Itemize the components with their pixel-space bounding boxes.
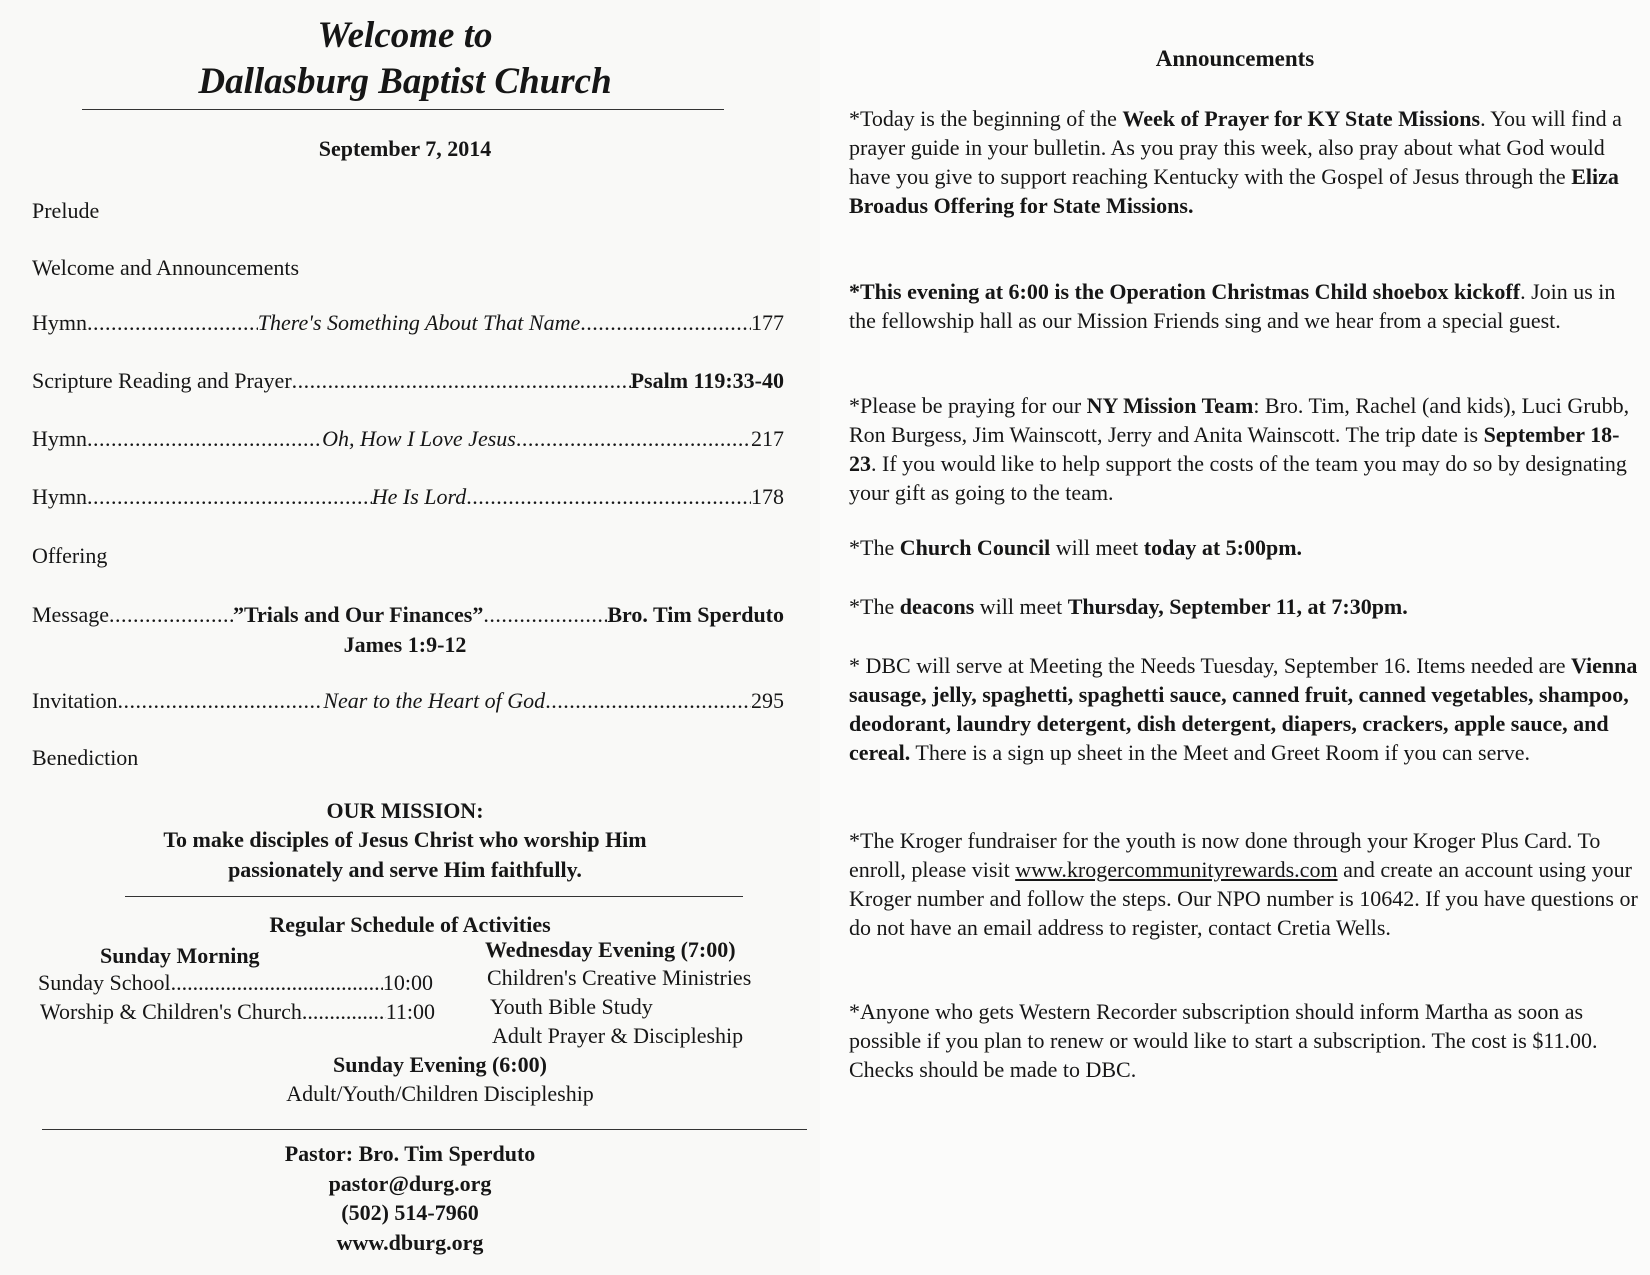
announcement-western-recorder — [849, 997, 1639, 1084]
text: *Anyone who gets Western Recorder subscription should inform Martha as soon as possible if you plan to renew or would like to start a subscription. The cost is $11.00. Checks should be made to DBC. — [849, 999, 1598, 1082]
bold-text: deacons — [899, 594, 975, 619]
kroger-link[interactable]: www.krogercommunityrewards.com — [1015, 857, 1338, 882]
text: *The — [849, 594, 900, 619]
wednesday-heading: Wednesday Evening (7:00) — [485, 937, 736, 962]
leader-dots — [483, 602, 607, 628]
schedule-item-time: 11:00 — [385, 999, 435, 1024]
welcome-title-line1: Welcome to — [317, 15, 493, 56]
text: * DBC will serve at Meeting the Needs Tuesday, September 16. Items needed are — [849, 653, 1571, 678]
leader-dots — [292, 368, 631, 394]
message-scripture: James 1:9-12 — [343, 632, 467, 657]
schedule-row-worship — [40, 999, 435, 1025]
invitation-label: Invitation — [32, 688, 118, 713]
pastor-name: Pastor: Bro. Tim Sperduto — [284, 1141, 536, 1166]
left-page — [0, 0, 820, 1275]
right-page — [820, 0, 1650, 1275]
invitation-number: 295 — [751, 688, 784, 713]
text: . If you would like to help support the costs of the team you may do so by designating your gift as going to the team. — [849, 451, 1627, 505]
hymn-3-number: 178 — [751, 484, 784, 509]
sunday-morning-heading: Sunday Morning — [100, 943, 260, 968]
order-hymn-1 — [32, 310, 784, 336]
contact-divider — [42, 1129, 807, 1130]
leader-dots — [302, 999, 386, 1025]
church-phone: (502) 514-7960 — [341, 1200, 479, 1225]
schedule-title: Regular Schedule of Activities — [269, 912, 551, 937]
order-scripture — [32, 368, 784, 394]
bold-text: Church Council — [899, 535, 1051, 560]
hymn-3-title: He Is Lord — [371, 484, 467, 509]
leader-dots — [580, 310, 751, 336]
text: *The — [849, 535, 900, 560]
order-hymn-3 — [32, 484, 784, 510]
order-hymn-2 — [32, 426, 784, 452]
text: . Join us in the fellowship hall as our Mission Friends sing and we hear from a special guest. — [849, 279, 1616, 333]
wednesday-item-2: Youth Bible Study — [490, 994, 653, 1019]
text: . You will find a prayer guide in your bulletin. As you pray this week, also pray about what God would have you give to support reaching Kentucky with the Gospel of Jesus through the — [849, 106, 1622, 189]
bold-text: NY Mission Team — [1086, 393, 1254, 418]
welcome-title-line2: Dallasburg Baptist Church — [198, 61, 612, 102]
sunday-evening-item: Adult/Youth/Children Discipleship — [286, 1081, 594, 1106]
bold-text: Week of Prayer for KY State Missions — [1122, 106, 1481, 131]
mission-divider — [125, 896, 743, 897]
bold-text: Thursday, September 11, at 7:30pm. — [1067, 594, 1408, 619]
announcements-title: Announcements — [1155, 46, 1315, 71]
schedule-row-sunday-school — [38, 970, 433, 996]
text: *The Kroger fundraiser for the youth is now done through your Kroger Plus Card. To enroll, please visit — [849, 828, 1601, 882]
bold-text: September 18-23 — [849, 422, 1620, 476]
order-message — [32, 602, 784, 628]
leader-dots — [109, 602, 233, 628]
hymn-1-title: There's Something About That Name — [257, 310, 581, 335]
schedule-item-name: Worship & Children's Church — [40, 999, 302, 1024]
text: will meet — [974, 594, 1068, 619]
bold-text: Eliza Broadus Offering for State Missions. — [849, 164, 1619, 218]
service-date: September 7, 2014 — [318, 136, 492, 161]
announcement-operation-christmas-child — [849, 277, 1639, 335]
order-welcome: Welcome and Announcements — [32, 255, 300, 280]
bold-text: *This evening at 6:00 is the Operation Christmas Child shoebox kickoff — [849, 279, 1521, 304]
text: There is a sign up sheet in the Meet and Greet Room if you can serve. — [910, 740, 1530, 765]
order-invitation — [32, 688, 784, 714]
leader-dots — [87, 484, 372, 510]
announcement-kroger-fundraiser — [849, 826, 1639, 942]
leader-dots — [118, 688, 324, 714]
leader-dots — [171, 970, 383, 996]
leader-dots — [87, 310, 258, 336]
announcement-meeting-the-needs — [849, 651, 1639, 767]
announcement-ny-mission-team — [849, 391, 1639, 507]
wednesday-item-3: Adult Prayer & Discipleship — [492, 1023, 744, 1048]
announcement-state-missions — [849, 104, 1639, 220]
order-prelude: Prelude — [32, 198, 100, 223]
mission-line-2: passionately and serve Him faithfully. — [228, 857, 582, 882]
title-divider — [82, 109, 724, 110]
schedule-item-time: 10:00 — [382, 970, 433, 995]
order-offering: Offering — [32, 543, 108, 568]
leader-dots — [87, 426, 322, 452]
text: *Please be praying for our — [849, 393, 1087, 418]
church-website: www.dburg.org — [336, 1230, 484, 1255]
pastor-email: pastor@durg.org — [328, 1171, 492, 1196]
text: and create an account using your Kroger number and follow the steps. Our NPO number is 10642. If you have questions or do not have an email address to register, contact Cretia Wells. — [849, 857, 1638, 940]
text: *Today is the beginning of the — [849, 106, 1123, 131]
schedule-item-name: Sunday School — [38, 970, 171, 995]
bold-text: Vienna sausage, jelly, spaghetti, spaghetti sauce, canned fruit, canned vegetables, shampoo, deodorant, laundry detergent, dish detergent, diapers, crackers, apple sauce, and cereal. — [849, 653, 1638, 765]
announcement-church-council — [849, 533, 1639, 562]
text: will meet — [1050, 535, 1144, 560]
mission-heading: OUR MISSION: — [326, 798, 484, 823]
scripture-reference: Psalm 119:33-40 — [630, 368, 784, 393]
order-benediction: Benediction — [32, 745, 139, 770]
hymn-1-number: 177 — [750, 310, 784, 335]
leader-dots — [516, 426, 751, 452]
hymn-1-label: Hymn — [32, 310, 87, 335]
wednesday-item-1: Children's Creative Ministries — [487, 965, 752, 990]
text: : Bro. Tim, Rachel (and kids), Luci Grubb, Ron Burgess, Jim Wainscott, Jerry and Anita Wainscott. The trip date is — [849, 393, 1630, 447]
invitation-title: Near to the Heart of God — [323, 688, 546, 713]
hymn-3-label: Hymn — [32, 484, 87, 509]
message-label: Message — [32, 602, 109, 627]
bold-text: today at 5:00pm. — [1143, 535, 1303, 560]
hymn-2-number: 217 — [750, 426, 784, 451]
hymn-2-label: Hymn — [32, 426, 87, 451]
hymn-2-title: Oh, How I Love Jesus — [322, 426, 516, 451]
message-title: ”Trials and Our Finances” — [232, 602, 484, 627]
leader-dots — [545, 688, 751, 714]
message-speaker: Bro. Tim Sperduto — [607, 602, 784, 627]
leader-dots — [466, 484, 751, 510]
scripture-label: Scripture Reading and Prayer — [32, 368, 292, 393]
announcement-deacons — [849, 592, 1639, 621]
mission-line-1: To make disciples of Jesus Christ who worship Him — [163, 827, 647, 852]
sunday-evening-heading: Sunday Evening (6:00) — [333, 1052, 547, 1077]
